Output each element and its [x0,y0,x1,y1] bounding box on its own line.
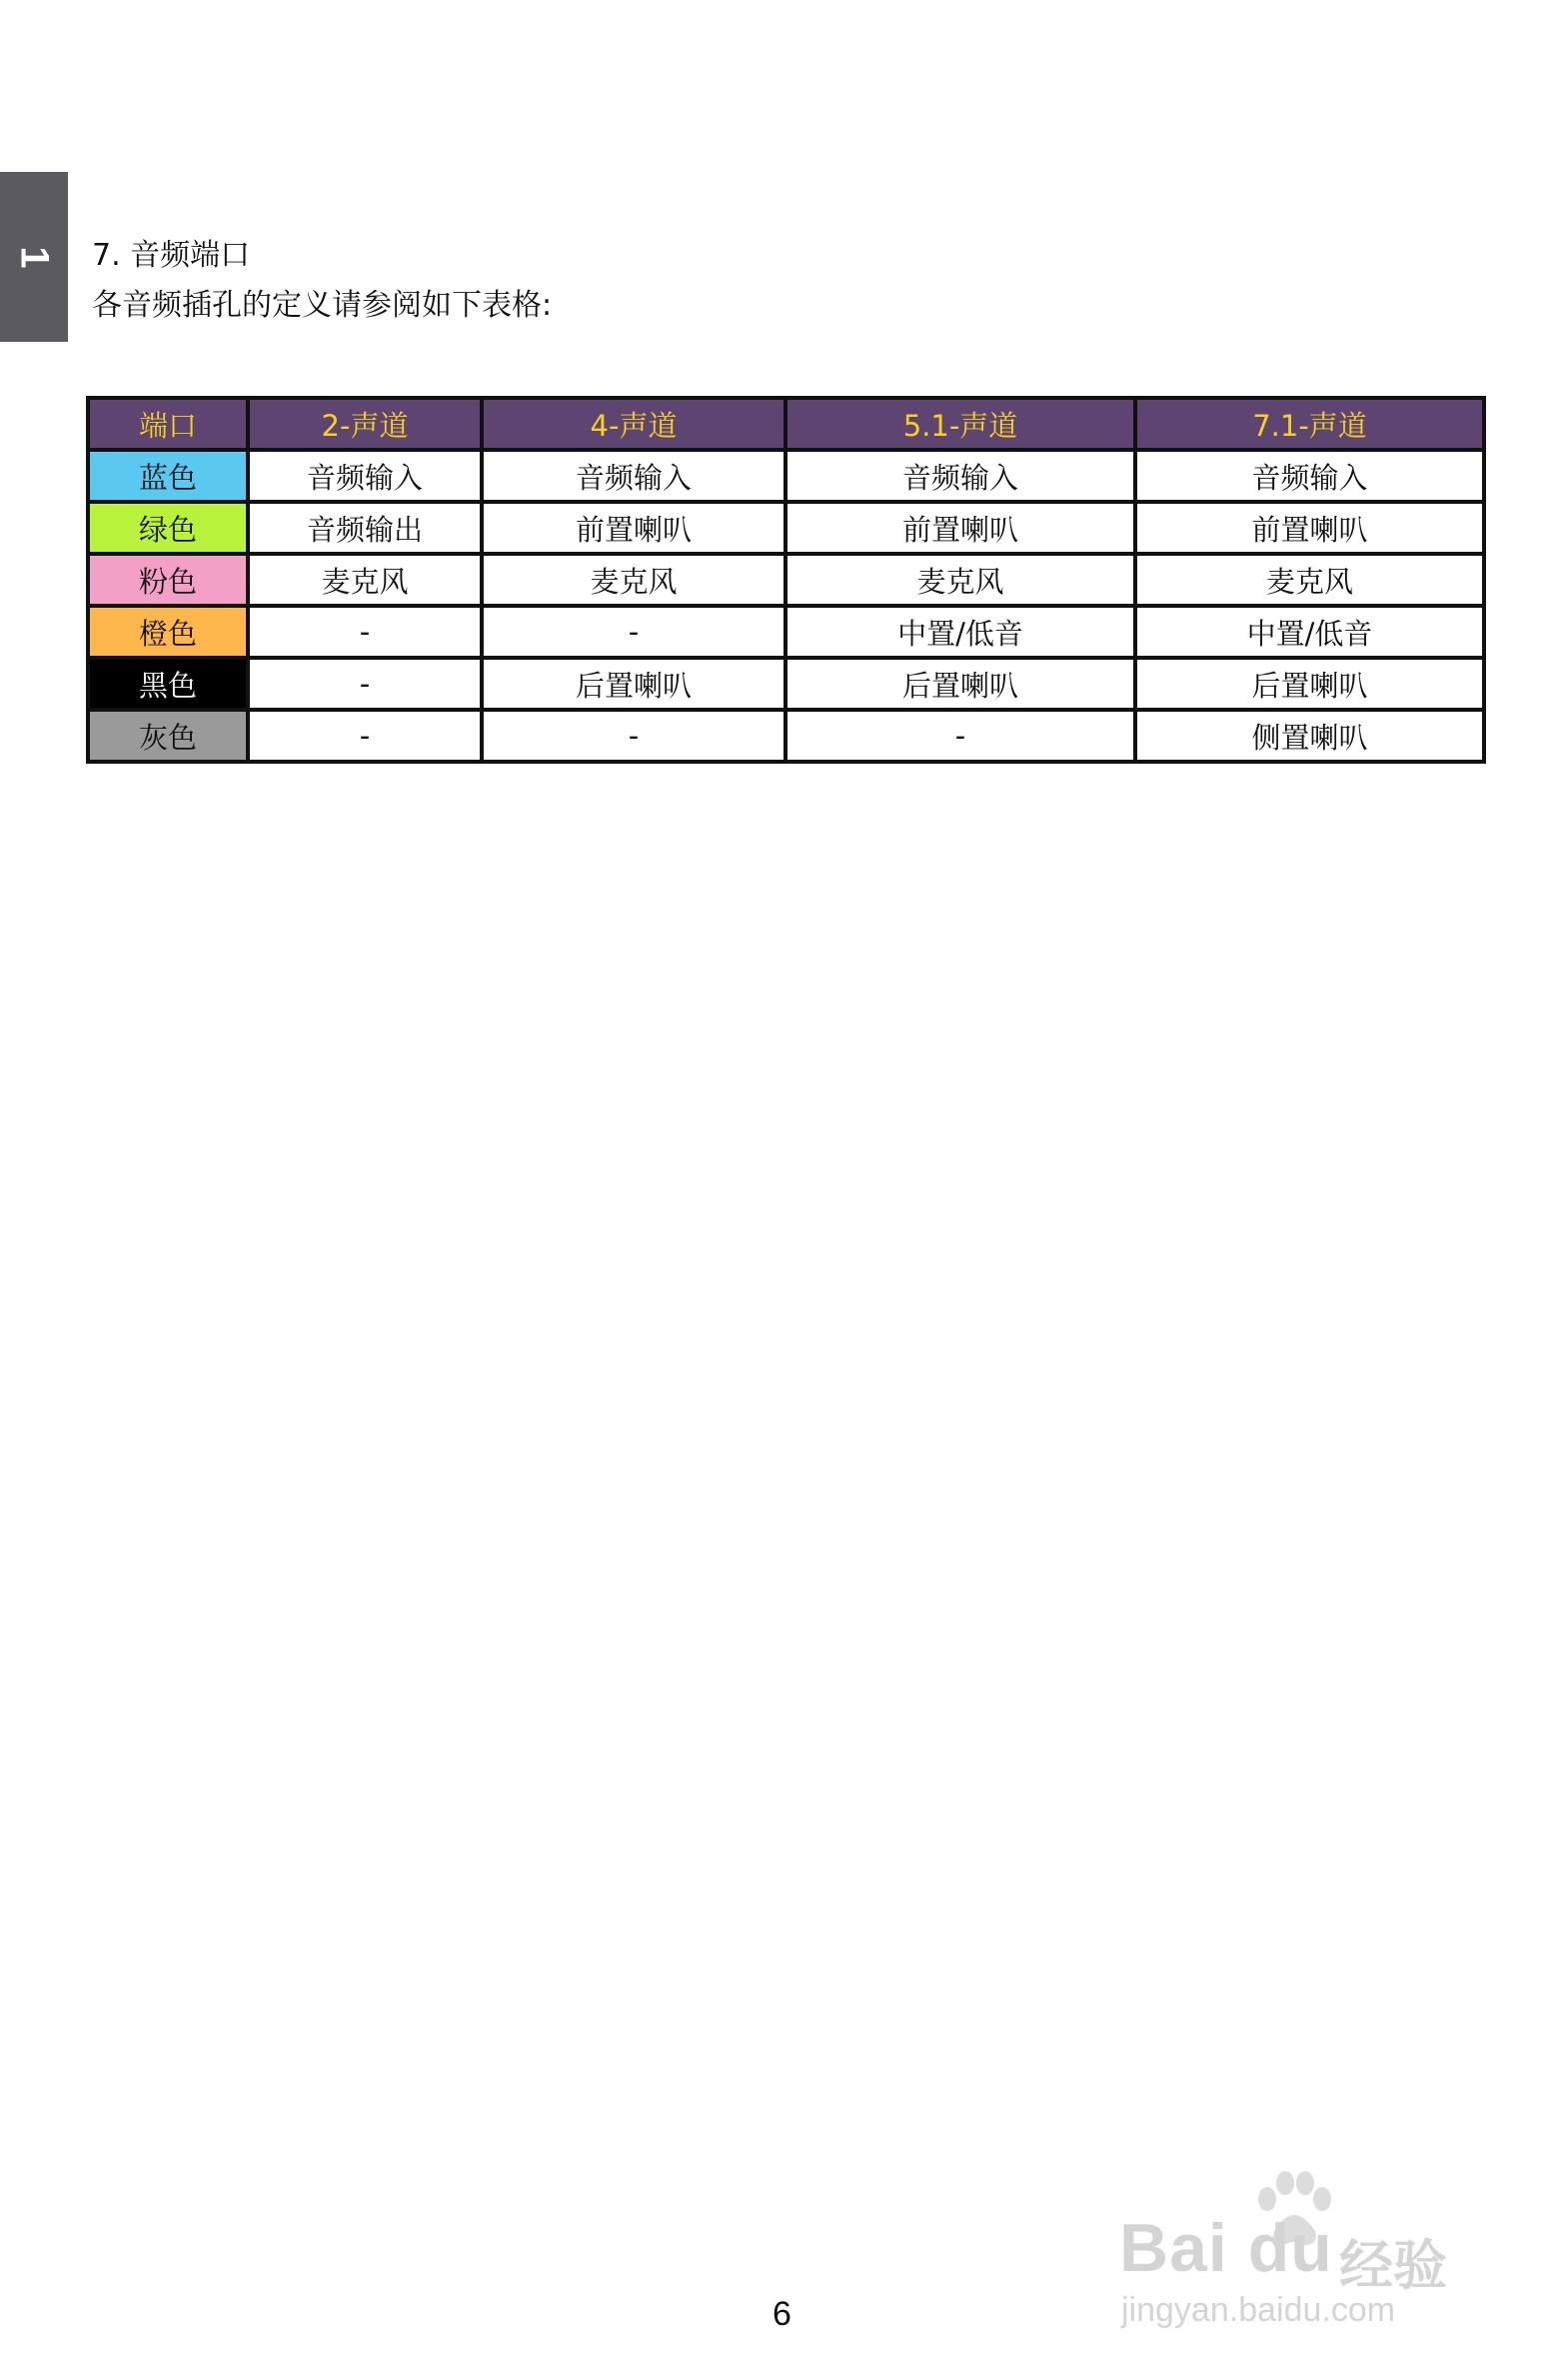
port-color-cell: 橙色 [88,606,248,658]
table-cell: - [248,710,482,762]
table-header-row [88,398,1484,450]
table-cell: 音频输出 [248,502,482,554]
table-row [88,450,1484,502]
table-row [88,554,1484,606]
audio-port-table [86,396,1486,764]
table-cell: 麦克风 [1135,554,1484,606]
table-cell: 前置喇叭 [1135,502,1484,554]
port-color-cell: 绿色 [88,502,248,554]
table-cell: 音频输入 [785,450,1135,502]
table-cell: 音频输入 [482,450,785,502]
table-cell: 麦克风 [482,554,785,606]
port-color-cell: 粉色 [88,554,248,606]
section-title: 7. 音频端口 [92,238,251,273]
chapter-tab [0,172,68,342]
table-cell: - [482,606,785,658]
table-cell: 侧置喇叭 [1135,710,1484,762]
table-cell: 后置喇叭 [1135,658,1484,710]
watermark-url: jingyan.baidu.com [1121,2291,1396,2329]
table-cell: 中置/低音 [785,606,1135,658]
table-cell: 中置/低音 [1135,606,1484,658]
table-cell: 后置喇叭 [482,658,785,710]
watermark-brand-sub: 经验 [1339,2236,1447,2296]
chapter-tab-label: 1 [12,245,57,269]
section-description: 各音频插孔的定义请参阅如下表格: [92,288,553,323]
header-port: 端口 [88,398,248,450]
port-color-cell: 黑色 [88,658,248,710]
watermark-brand: Bai du [1119,2210,1333,2286]
table-cell: - [785,710,1135,762]
port-color-cell: 灰色 [88,710,248,762]
watermark [1119,2169,1479,2339]
table-row [88,502,1484,554]
header-71ch: 7.1-声道 [1135,398,1484,450]
port-color-cell: 蓝色 [88,450,248,502]
table-cell: 麦克风 [785,554,1135,606]
table-cell: 音频输入 [248,450,482,502]
header-2ch: 2-声道 [248,398,482,450]
table-row [88,658,1484,710]
table-cell: - [482,710,785,762]
table-row [88,710,1484,762]
table-cell: 后置喇叭 [785,658,1135,710]
table-cell: - [248,658,482,710]
table-cell: - [248,606,482,658]
table-cell: 前置喇叭 [482,502,785,554]
table-cell: 麦克风 [248,554,482,606]
table-cell: 音频输入 [1135,450,1484,502]
table-cell: 前置喇叭 [785,502,1135,554]
table-row [88,606,1484,658]
page-number: 6 [773,2295,791,2333]
header-51ch: 5.1-声道 [785,398,1135,450]
header-4ch: 4-声道 [482,398,785,450]
